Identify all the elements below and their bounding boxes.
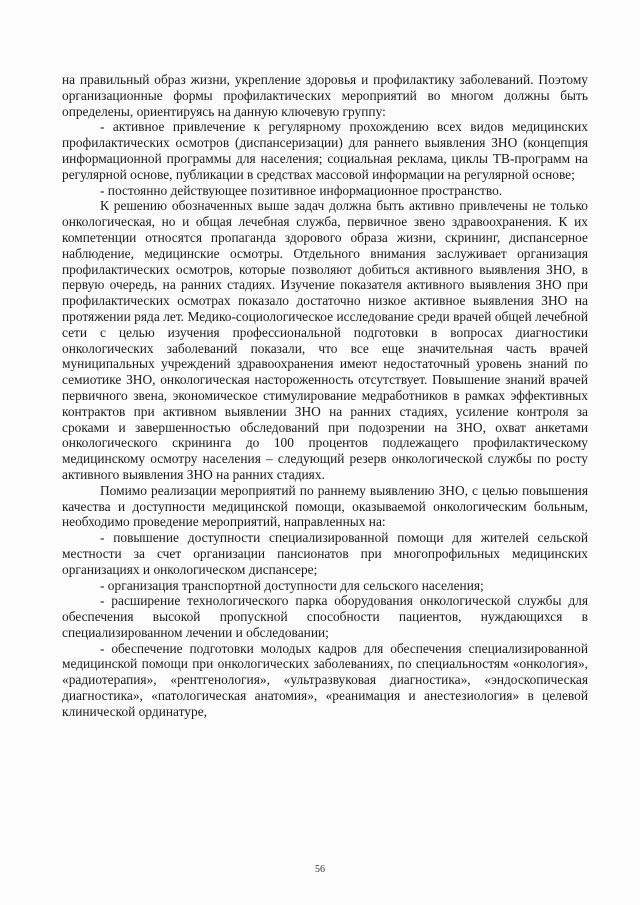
list-item: - постоянно действующее позитивное информационное пространство. <box>100 182 503 198</box>
list-item: - активное привлечение к регулярному прохождению всех видов медицинских профилактических осмотров (диспансеризации) для раннего выявления ЗНО (концепция информационной программы для населения; социальная реклама, циклы ТВ-программ на регулярной основе, публикации в средствах массовой информации на регулярной основе; <box>62 119 588 182</box>
list-item: - обеспечение подготовки молодых кадров для обеспечения специализированной медицинской помощи при онкологических заболеваниях, по специальностям «онкология», «радиотерапия», «рентгенология», «ультразвуковая диагностика», «эндоскопическая диагностика», «патологическая анатомия», «реанимация и анестезиология» в целевой клинической ординатуре, <box>62 640 588 719</box>
paragraph: на правильный образ жизни, укрепление здоровья и профилактику заболеваний. Поэтому организационные формы профилактических мероприятий во многом должны быть определены, ориентируясь на данную ключевую группу: <box>62 72 588 119</box>
paragraph: К решению обозначенных выше задач должна быть активно привлечены не только онкологическая, но и общая лечебная служба, первичное звено здравоохранения. К их компетенции относятся пропаганда здорового образа жизни, скрининг, диспансерное наблюдение, медицинские осмотры. Отдельного внимания заслуживает организация профилактических осмотров, которые позволяют добиться активного выявления ЗНО, в первую очередь, на ранних стадиях. Изучение показателя активного выявления ЗНО при профилактических осмотрах показало достаточно низкое активное выявления ЗНО на протяжении ряда лет. Медико-социологическое исследование среди врачей общей лечебной сети с целью изучения профессиональной подготовки в вопросах диагностики онкологических заболеваний показали, что все еще значительная часть врачей муниципальных учреждений здравоохранения имеют недостаточный уровень знаний по семиотике ЗНО, онкологическая настороженность отсутствует. Повышение знаний врачей первичного звена, экономическое стимулирование медработников в рамках эффективных контрактов при активном выявлении ЗНО на ранних стадиях, усиление контроля за сроками и завершенностью обследований при подозрении на ЗНО, охват анкетами онкологического скрининга до 100 процентов подлежащего профилактическому медицинскому осмотру населения – следующий резерв онкологической службы по росту активного выявления ЗНО на ранних стадиях. <box>62 198 588 482</box>
list-item: - расширение технологического парка оборудования онкологической службы для обеспечения высокой пропускной способности пациентов, нуждающихся в специализированном лечении и обследовании; <box>62 593 588 640</box>
list-item: - повышение доступности специализированной помощи для жителей сельской местности за счет организации пансионатов при многопрофильных медицинских организациях и онкологическом диспансере; <box>62 530 588 577</box>
page-number: 56 <box>315 864 325 875</box>
paragraph: Помимо реализации мероприятий по раннему выявлению ЗНО, с целью повышения качества и доступности медицинской помощи, оказываемой онкологическим больным, необходимо проведение мероприятий, направленных на: <box>62 482 588 530</box>
list-item: - организация транспортной доступности для сельского населения; <box>100 577 484 593</box>
body-text <box>62 72 588 720</box>
